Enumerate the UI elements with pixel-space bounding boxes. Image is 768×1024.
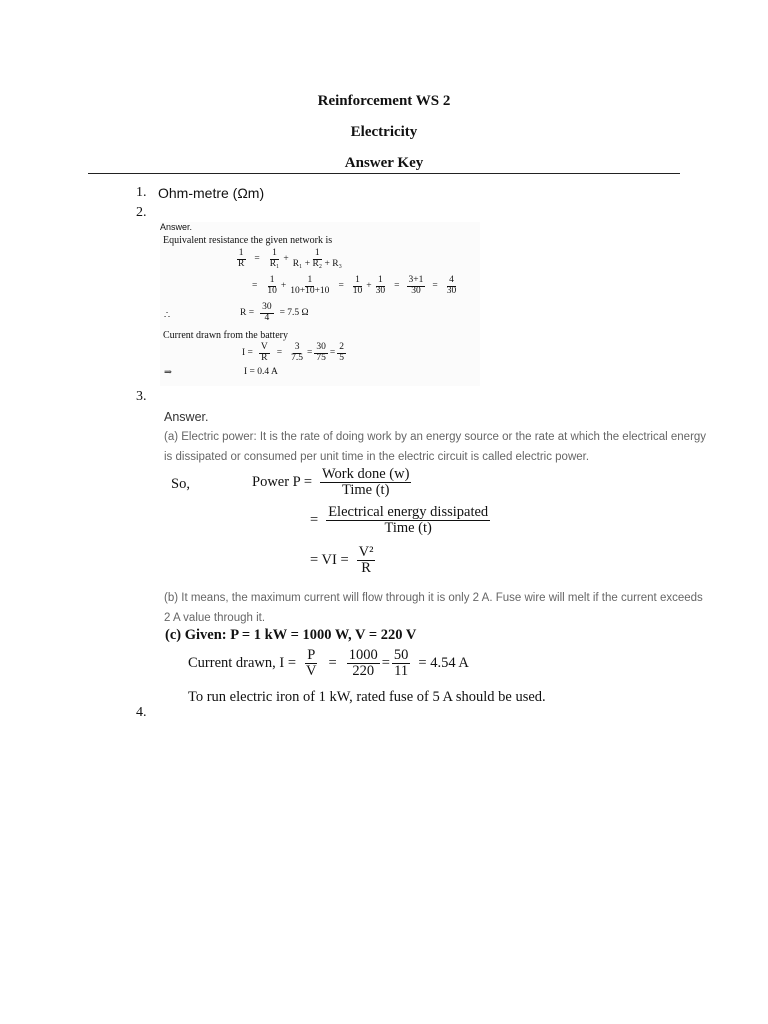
fraction: $\frac{3}{7.5}$ xyxy=(291,342,304,363)
answer-label: Answer. xyxy=(164,410,209,424)
power-equation-line-3: = VI = $\frac{\text{V²}}{R}$ xyxy=(310,544,374,577)
part-b-text-line-1: (b) It means, the maximum current will flow through it is only 2 A. Fuse wire will melt if the current exceeds xyxy=(164,592,703,604)
fraction: $\frac{1}{10}$ xyxy=(352,275,363,296)
part-b-text-line-2: 2 A value through it. xyxy=(164,612,266,624)
part-c-given: (c) Given: P = 1 kW = 1000 W, V = 220 V xyxy=(165,627,417,643)
part-a-text-line-2: is dissipated or consumed per unit time in the electric circuit is called electric power. xyxy=(164,451,590,463)
question-2-answer-image xyxy=(160,222,480,386)
fraction: $\frac{1}{R}$ xyxy=(238,248,245,269)
fraction: $\frac{30}{75}$ xyxy=(316,342,326,363)
fraction: $\frac{1}{30}$ xyxy=(375,275,386,296)
question-4-number: 4. xyxy=(136,705,147,720)
fraction: $\frac{1}{\text{R₁ + R₂ + R₃}}$ xyxy=(292,248,342,269)
document-subject: Electricity xyxy=(350,124,418,140)
fraction: $\frac{50}{11}$ xyxy=(393,647,409,680)
fraction: $\frac{1000}{220}$ xyxy=(348,647,378,680)
part-a-text-line-1: (a) Electric power: It is the rate of doing work by an energy source or the rate at which the electrical energy xyxy=(164,431,707,443)
equation-line-2: = $\frac{1}{10}$ + $\frac{1}{10+10+10}$ = $\frac{1}{10}$ + $\frac{1}{30}$ = $\frac{3+1}{30}$ = $\frac{4}{30}$ xyxy=(252,275,457,296)
fraction: $\frac{1}{\text{R₁}}$ xyxy=(269,248,280,269)
fraction: $\frac{\text{V²}}{R}$ xyxy=(358,544,374,577)
equivalent-resistance-text: Equivalent resistance the given network is xyxy=(163,235,333,246)
implies-symbol: ⇒ xyxy=(164,368,172,378)
equation-line-5: I = 0.4 A xyxy=(244,367,278,377)
document-title: Reinforcement WS 2 xyxy=(317,93,451,109)
fraction: $\frac{P}{V}$ xyxy=(306,647,317,680)
therefore-symbol: ∴ xyxy=(164,311,171,321)
answer-label: Answer. xyxy=(160,222,193,232)
power-equation-line-2: = $\frac{\text{Electrical energy dissipated}}{\text{Time (t)}}$ xyxy=(310,504,489,537)
question-1-answer: Ohm-metre (Ωm) xyxy=(158,185,265,201)
fraction: $\frac{30}{4}$ xyxy=(262,302,272,323)
power-equation-line-1: Power P = $\frac{\text{Work done (w)}}{\text{Time (t)}}$ xyxy=(252,466,410,499)
fraction: $\frac{4}{30}$ xyxy=(446,275,457,296)
equation-line-1: $\frac{1}{R}$ = $\frac{1}{\text{R₁}}$ + $\frac{1}{\text{R₁ + R₂ + R₃}}$ xyxy=(238,248,342,269)
fraction: $\frac{1}{10}$ xyxy=(267,275,277,296)
fraction: $\frac{2}{5}$ xyxy=(339,342,344,363)
question-2-number: 2. xyxy=(136,205,147,220)
question-3-number: 3. xyxy=(136,389,147,404)
document-subtitle: Answer Key xyxy=(344,155,424,171)
part-c-conclusion: To run electric iron of 1 kW, rated fuse of 5 A should be used. xyxy=(188,689,546,705)
fraction: $\frac{\text{Work done (w)}}{\text{Time (t)}}$ xyxy=(322,466,410,499)
question-1-number: 1. xyxy=(136,185,147,200)
fraction: $\frac{\text{Electrical energy dissipated}}{\text{Time (t)}}$ xyxy=(328,504,489,537)
equation-line-4: I = $\frac{V}{R}$ = $\frac{3}{7.5}$ = $\frac{30}{75}$ = $\frac{2}{5}$ xyxy=(242,342,344,363)
fraction: $\frac{3+1}{30}$ xyxy=(408,275,424,296)
current-drawn-text: Current drawn from the battery xyxy=(163,330,288,341)
header-divider xyxy=(88,173,680,174)
current-equation: Current drawn, I = $\frac{P}{V}$ = $\frac{1000}{220}$ = $\frac{50}{11}$ = 4.54 A xyxy=(188,647,469,680)
equation-line-3: R = $\frac{30}{4}$ = 7.5 Ω xyxy=(240,302,309,323)
so-label: So, xyxy=(171,476,190,492)
fraction: $\frac{V}{R}$ xyxy=(260,342,268,363)
fraction: $\frac{1}{10+10+10}$ xyxy=(290,275,330,296)
